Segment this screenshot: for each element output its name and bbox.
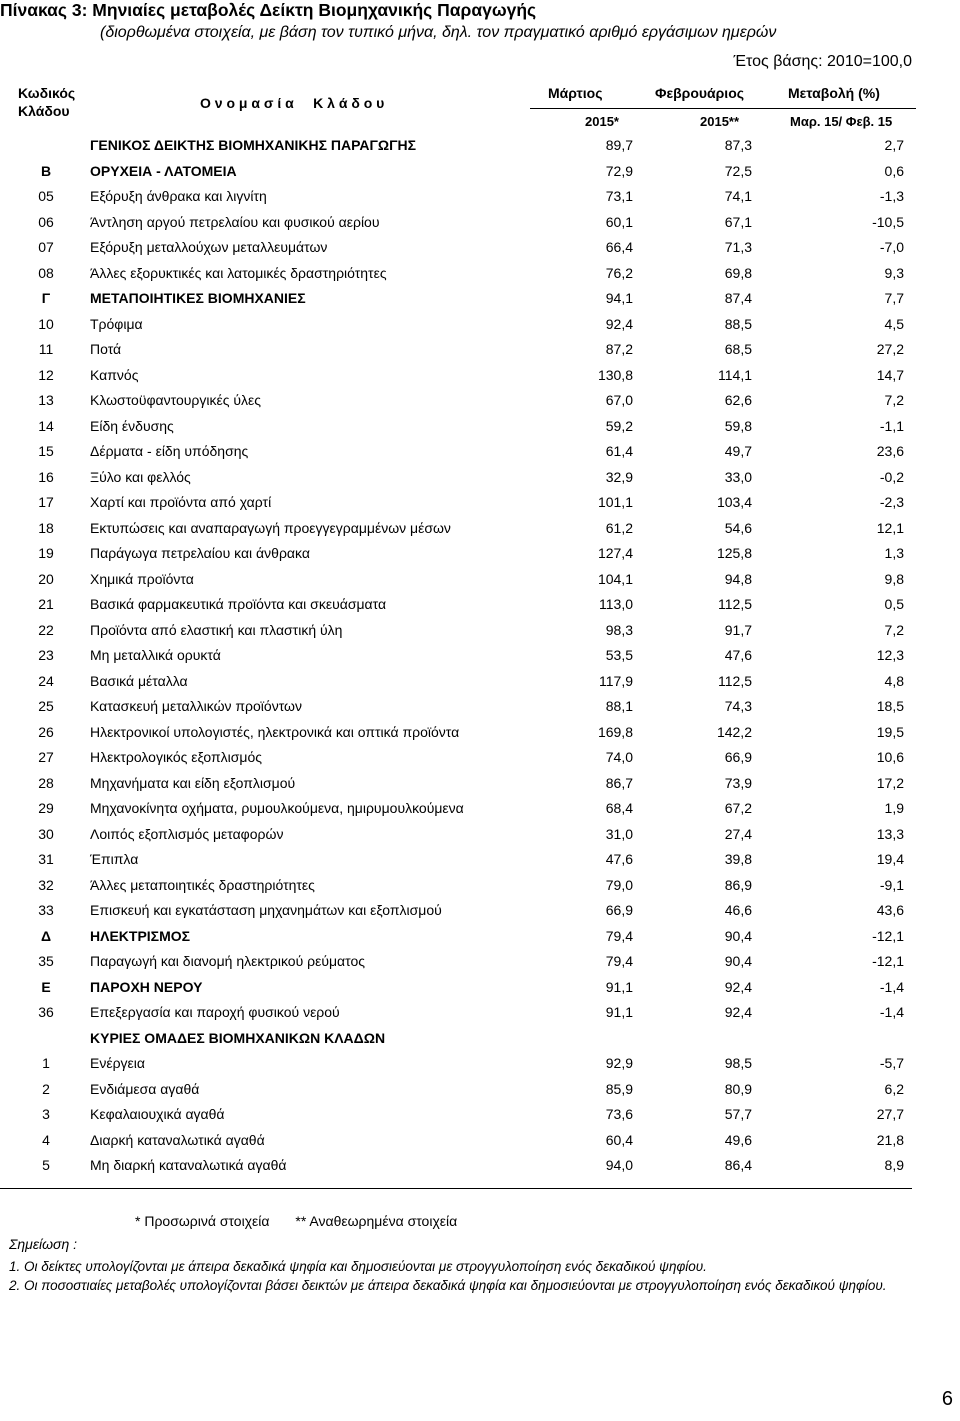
- row-name: Προϊόντα από ελαστική και πλαστική ύλη: [90, 621, 343, 638]
- row-code: 4: [42, 1131, 50, 1148]
- table-row: [0, 617, 960, 643]
- row-name: Εξόρυξη άνθρακα και λιγνίτη: [90, 188, 267, 204]
- row-value-march: 91,1: [605, 1004, 633, 1020]
- row-code: 08: [38, 264, 54, 281]
- row-name: Ενδιάμεσα αγαθά: [90, 1080, 200, 1097]
- header-code-line1: Κωδικός: [18, 85, 76, 101]
- row-value-feb: 68,5: [724, 341, 752, 357]
- row-value-march: 76,2: [605, 264, 633, 281]
- row-code: 13: [38, 392, 54, 408]
- row-name: Έπιπλα: [90, 851, 139, 867]
- row-value-march: 101,1: [597, 494, 633, 510]
- row-code: 18: [38, 519, 54, 536]
- row-code: 3: [42, 1106, 50, 1122]
- header-change-sub: Μαρ. 15/ Φεβ. 15: [790, 114, 893, 129]
- row-code: 29: [38, 800, 54, 816]
- row-code: 2: [42, 1080, 50, 1097]
- row-value-feb: 91,7: [724, 621, 752, 638]
- row-code: 06: [38, 213, 54, 230]
- row-value-change: 1,9: [884, 800, 904, 816]
- table-row: [0, 1025, 960, 1051]
- row-value-change: -9,1: [879, 876, 904, 893]
- row-value-march: 32,9: [605, 468, 633, 485]
- table-row: [0, 923, 960, 949]
- row-name: Άλλες εξορυκτικές και λατομικές δραστηριότητες: [90, 264, 387, 281]
- table-row: [0, 489, 960, 515]
- row-value-feb: 72,5: [724, 162, 752, 179]
- row-code: 23: [38, 647, 54, 663]
- row-value-change: 9,3: [884, 264, 904, 281]
- row-value-feb: 67,1: [724, 213, 752, 230]
- row-value-feb: 49,7: [724, 443, 752, 459]
- header-feb: Φεβρουάριος: [655, 85, 745, 101]
- row-value-change: -2,3: [879, 494, 904, 510]
- row-name: Κεφαλαιουχικά αγαθά: [90, 1106, 225, 1122]
- row-value-march: 91,1: [605, 978, 633, 995]
- row-code: 14: [38, 417, 54, 434]
- table-row: [0, 770, 960, 796]
- row-value-march: 59,2: [605, 417, 633, 434]
- table-row: [0, 1076, 960, 1102]
- row-value-feb: 62,6: [724, 392, 752, 408]
- row-value-march: 47,6: [605, 851, 633, 867]
- row-code: 27: [38, 749, 54, 765]
- row-value-change: 2,7: [884, 137, 904, 153]
- row-value-march: 130,8: [597, 366, 633, 383]
- row-value-march: 127,4: [597, 545, 633, 561]
- row-value-change: -1,4: [879, 1004, 904, 1020]
- table-row: [0, 1050, 960, 1076]
- row-name: Επεξεργασία και παροχή φυσικού νερού: [90, 1004, 340, 1020]
- row-value-march: 61,4: [605, 443, 633, 459]
- row-value-feb: 88,5: [724, 315, 752, 332]
- row-value-change: 14,7: [876, 366, 904, 383]
- row-code: 25: [38, 698, 54, 714]
- header-change: Μεταβολή (%): [788, 85, 880, 101]
- row-value-feb: 98,5: [724, 1055, 752, 1071]
- row-name: Μηχανοκίνητα οχήματα, ρυμουλκούμενα, ημιρυμουλκούμενα: [90, 800, 464, 816]
- base-year: Έτος βάσης: 2010=100,0: [733, 53, 912, 70]
- table-title: Πίνακας 3: Μηνιαίες μεταβολές Δείκτη Βιομηχανικής Παραγωγής: [0, 0, 537, 20]
- row-name: Ενέργεια: [90, 1055, 145, 1071]
- row-value-change: 4,8: [884, 672, 904, 689]
- row-value-feb: 47,6: [724, 647, 752, 663]
- row-value-change: -7,0: [879, 239, 904, 255]
- row-value-march: 94,1: [605, 290, 633, 306]
- footnote-line: [135, 1213, 479, 1229]
- row-value-march: 88,1: [605, 698, 633, 714]
- row-code: 33: [38, 902, 54, 918]
- row-value-change: 27,7: [876, 1106, 904, 1122]
- row-value-feb: 92,4: [724, 1004, 752, 1020]
- row-name: Ηλεκτρολογικός εξοπλισμός: [90, 749, 263, 765]
- table-row: [0, 642, 960, 668]
- header-rule-feb: [652, 108, 772, 109]
- header-name: Ο ν ο μ α σ ί α Κ λ ά δ ο υ: [200, 95, 385, 111]
- table-row: [0, 872, 960, 898]
- row-name: Τρόφιμα: [90, 315, 143, 332]
- row-value-feb: 67,2: [724, 800, 752, 816]
- row-code: 32: [38, 876, 54, 893]
- header-feb-year: 2015**: [700, 114, 740, 129]
- row-value-change: 8,9: [884, 1157, 904, 1173]
- row-name: Επισκευή και εγκατάσταση μηχανημάτων και εξοπλισμού: [90, 902, 442, 918]
- row-code: 07: [38, 239, 54, 255]
- row-value-change: -10,5: [872, 213, 904, 230]
- table-row: [0, 897, 960, 923]
- row-value-change: 43,6: [876, 902, 904, 918]
- row-value-change: 21,8: [876, 1131, 904, 1148]
- row-value-feb: 74,1: [724, 188, 752, 204]
- row-name: Ποτά: [90, 341, 122, 357]
- row-value-feb: 71,3: [724, 239, 752, 255]
- row-name: Μηχανήματα και είδη εξοπλισμού: [90, 774, 296, 791]
- row-code: 30: [38, 825, 54, 842]
- table-row: [0, 438, 960, 464]
- row-value-change: 10,6: [876, 749, 904, 765]
- row-value-change: -5,7: [879, 1055, 904, 1071]
- row-value-feb: 103,4: [716, 494, 752, 510]
- row-code: 10: [38, 315, 54, 332]
- table-body: [0, 132, 960, 1178]
- table-row: [0, 999, 960, 1025]
- table-row: [0, 744, 960, 770]
- row-value-march: 89,7: [605, 137, 633, 153]
- table-row: [0, 311, 960, 337]
- row-value-feb: 59,8: [724, 417, 752, 434]
- row-value-change: 7,2: [884, 621, 904, 638]
- row-value-feb: 49,6: [724, 1131, 752, 1148]
- row-value-feb: 54,6: [724, 519, 752, 536]
- row-value-march: 85,9: [605, 1080, 633, 1097]
- table-row: [0, 693, 960, 719]
- row-value-change: 17,2: [876, 774, 904, 791]
- table-row: [0, 1127, 960, 1153]
- row-code: Γ: [41, 290, 51, 306]
- table-row: [0, 795, 960, 821]
- row-value-march: 94,0: [605, 1157, 633, 1173]
- row-name: Άντληση αργού πετρελαίου και φυσικού αερίου: [90, 213, 380, 230]
- row-name: Εξόρυξη μεταλλούχων μεταλλευμάτων: [90, 239, 328, 255]
- row-value-feb: 125,8: [716, 545, 752, 561]
- row-value-change: 18,5: [876, 698, 904, 714]
- row-value-march: 60,4: [605, 1131, 633, 1148]
- table-bottom-rule: [0, 1188, 912, 1189]
- row-value-change: -12,1: [872, 927, 904, 944]
- row-name: Δέρματα - είδη υπόδησης: [90, 443, 249, 459]
- table-subtitle: (διορθωμένα στοιχεία, με βάση τον τυπικό μήνα, δηλ. τον πραγματικό αριθμό εργάσιμων ημερών: [100, 24, 777, 41]
- header-rule-march: [530, 108, 660, 109]
- row-code: 36: [38, 1004, 54, 1020]
- row-value-feb: 57,7: [724, 1106, 752, 1122]
- row-value-feb: 66,9: [724, 749, 752, 765]
- row-value-feb: 87,3: [724, 137, 752, 153]
- footnote-revised: ** Αναθεωρημένα στοιχεία: [295, 1213, 458, 1229]
- row-value-march: 73,6: [605, 1106, 633, 1122]
- row-value-feb: 90,4: [724, 927, 752, 944]
- table-row: [0, 668, 960, 694]
- row-value-feb: 112,5: [718, 672, 752, 689]
- row-value-march: 92,4: [605, 315, 633, 332]
- table-row: [0, 948, 960, 974]
- row-code: Ε: [41, 978, 51, 995]
- row-value-change: 27,2: [876, 341, 904, 357]
- row-name: Κλωστοϋφαντουργικές ύλες: [90, 392, 262, 408]
- note-2: 2. Οι ποσοστιαίες μεταβολές υπολογίζονται βάσει δεικτών με άπειρα δεκαδικά ψηφία και δημοσιεύονται με στρογγυλοποίηση ενός δεκαδικού ψηφίου.: [9, 1278, 887, 1293]
- row-code: 19: [38, 545, 54, 561]
- row-value-feb: 27,4: [724, 825, 752, 842]
- row-name: Βασικά μέταλλα: [90, 672, 188, 689]
- row-value-feb: 142,2: [716, 723, 752, 740]
- row-value-feb: 73,9: [724, 774, 752, 791]
- row-name: Παραγωγή και διανομή ηλεκτρικού ρεύματος: [90, 953, 365, 969]
- row-value-change: -1,3: [879, 188, 904, 204]
- row-value-change: 6,2: [884, 1080, 904, 1097]
- table-row: [0, 234, 960, 260]
- row-value-march: 68,4: [605, 800, 633, 816]
- table-row: [0, 821, 960, 847]
- row-value-change: 1,3: [884, 545, 904, 561]
- row-name: Λοιπός εξοπλισμός μεταφορών: [90, 825, 284, 842]
- row-value-feb: 86,4: [724, 1157, 752, 1173]
- row-value-change: 19,5: [876, 723, 904, 740]
- row-name: ΜΕΤΑΠΟΙΗΤΙΚΕΣ ΒΙΟΜΗΧΑΝΙΕΣ: [90, 290, 306, 306]
- row-code: 20: [38, 570, 54, 587]
- row-value-change: -12,1: [872, 953, 904, 969]
- row-value-march: 74,0: [605, 749, 633, 765]
- row-value-change: 0,6: [884, 162, 904, 179]
- row-value-feb: 33,0: [724, 468, 752, 485]
- table-row: [0, 974, 960, 1000]
- row-value-feb: 80,9: [724, 1080, 752, 1097]
- row-name: Χημικά προϊόντα: [90, 570, 194, 587]
- row-value-feb: 86,9: [724, 876, 752, 893]
- table-row: [0, 566, 960, 592]
- row-name: Κατασκευή μεταλλικών προϊόντων: [90, 698, 302, 714]
- table-row: [0, 387, 960, 413]
- row-code: 26: [38, 723, 54, 740]
- row-code: 22: [38, 621, 54, 638]
- row-value-change: 9,8: [884, 570, 904, 587]
- row-value-march: 117,9: [599, 672, 633, 689]
- row-value-change: 0,5: [884, 596, 904, 612]
- table-row: [0, 183, 960, 209]
- header-march-year: 2015*: [585, 114, 619, 129]
- table-row: [0, 158, 960, 184]
- row-value-change: 7,7: [884, 290, 904, 306]
- notes-label: Σημείωση :: [9, 1236, 77, 1252]
- row-value-feb: 92,4: [724, 978, 752, 995]
- row-value-march: 60,1: [605, 213, 633, 230]
- row-value-feb: 39,8: [724, 851, 752, 867]
- row-value-feb: 46,6: [724, 902, 752, 918]
- row-code: 28: [38, 774, 54, 791]
- row-code: 1: [42, 1055, 50, 1071]
- row-code: 16: [38, 468, 54, 485]
- row-name: Μη μεταλλικά ορυκτά: [90, 647, 221, 663]
- table-row: [0, 1101, 960, 1127]
- row-value-march: 31,0: [605, 825, 633, 842]
- row-value-march: 79,4: [605, 953, 633, 969]
- row-code: 5: [42, 1157, 50, 1173]
- row-code: 31: [38, 851, 54, 867]
- row-value-march: 104,1: [597, 570, 633, 587]
- row-value-march: 66,9: [605, 902, 633, 918]
- table-row: [0, 846, 960, 872]
- row-value-change: 4,5: [884, 315, 904, 332]
- row-value-march: 73,1: [605, 188, 633, 204]
- row-name: ΠΑΡΟΧΗ ΝΕΡΟΥ: [90, 978, 203, 995]
- row-code: Β: [40, 162, 52, 179]
- row-name: Βασικά φαρμακευτικά προϊόντα και σκευάσματα: [90, 596, 387, 612]
- row-name: ΓΕΝΙΚΟΣ ΔΕΙΚΤΗΣ ΒΙΟΜΗΧΑΝΙΚΗΣ ΠΑΡΑΓΩΓΗΣ: [90, 137, 417, 153]
- row-value-feb: 112,5: [718, 596, 752, 612]
- row-name: ΚΥΡΙΕΣ ΟΜΑΔΕΣ ΒΙΟΜΗΧΑΝΙΚΩΝ ΚΛΑΔΩΝ: [90, 1029, 386, 1046]
- row-code: Δ: [40, 927, 52, 944]
- row-code: 05: [38, 188, 54, 204]
- header-code-line2: Κλάδου: [18, 103, 70, 119]
- row-code: 24: [38, 672, 54, 689]
- footnote-provisional: * Προσωρινά στοιχεία: [135, 1213, 270, 1229]
- table-row: [0, 540, 960, 566]
- row-value-march: 169,8: [597, 723, 633, 740]
- row-value-feb: 87,4: [724, 290, 752, 306]
- row-value-march: 72,9: [605, 162, 633, 179]
- row-value-change: 13,3: [876, 825, 904, 842]
- row-value-change: -1,4: [879, 978, 904, 995]
- row-name: Παράγωγα πετρελαίου και άνθρακα: [90, 545, 310, 561]
- row-value-change: 12,3: [876, 647, 904, 663]
- row-value-change: -0,2: [879, 468, 904, 485]
- row-value-change: 12,1: [876, 519, 904, 536]
- table-row: [0, 413, 960, 439]
- row-name: Ξύλο και φελλός: [90, 468, 191, 485]
- row-code: 11: [38, 341, 54, 357]
- row-name: Είδη ένδυσης: [90, 417, 174, 434]
- row-name: Μη διαρκή καταναλωτικά αγαθά: [90, 1157, 287, 1173]
- row-name: Διαρκή καταναλωτικά αγαθά: [90, 1131, 265, 1148]
- row-value-march: 79,0: [605, 876, 633, 893]
- table-row: [0, 132, 960, 158]
- table-row: [0, 209, 960, 235]
- row-name: Χαρτί και προϊόντα από χαρτί: [90, 494, 272, 510]
- row-value-march: 87,2: [605, 341, 633, 357]
- row-value-march: 53,5: [605, 647, 633, 663]
- table-row: [0, 1152, 960, 1178]
- header-rule-change: [766, 108, 916, 109]
- page-number: 6: [941, 1388, 953, 1410]
- table-row: [0, 260, 960, 286]
- row-value-march: 92,9: [605, 1055, 633, 1071]
- row-value-feb: 114,1: [718, 366, 752, 383]
- row-value-feb: 69,8: [724, 264, 752, 281]
- note-1: 1. Οι δείκτες υπολογίζονται με άπειρα δεκαδικά ψηφία και δημοσιεύονται με στρογγυλοποίηση ενός δεκαδικού ψηφίου.: [9, 1259, 707, 1274]
- row-value-march: 79,4: [605, 927, 633, 944]
- row-value-march: 86,7: [605, 774, 633, 791]
- row-value-change: -1,1: [879, 417, 904, 434]
- row-name: ΗΛΕΚΤΡΙΣΜΟΣ: [90, 927, 191, 944]
- row-name: Εκτυπώσεις και αναπαραγωγή προεγγεγραμμένων μέσων: [90, 519, 451, 536]
- row-code: 21: [38, 596, 54, 612]
- row-code: 15: [38, 443, 54, 459]
- row-value-feb: 74,3: [724, 698, 752, 714]
- row-value-change: 19,4: [876, 851, 904, 867]
- row-value-march: 113,0: [599, 596, 633, 612]
- row-name: Ηλεκτρονικοί υπολογιστές, ηλεκτρονικά και οπτικά προϊόντα: [90, 723, 460, 740]
- table-row: [0, 591, 960, 617]
- row-value-feb: 90,4: [724, 953, 752, 969]
- table-row: [0, 285, 960, 311]
- table-row: [0, 362, 960, 388]
- row-value-march: 61,2: [605, 519, 633, 536]
- row-code: 17: [38, 494, 54, 510]
- row-code: 12: [38, 366, 54, 383]
- row-value-change: 7,2: [884, 392, 904, 408]
- row-value-feb: 94,8: [724, 570, 752, 587]
- table-row: [0, 719, 960, 745]
- row-value-march: 66,4: [605, 239, 633, 255]
- row-name: Άλλες μεταποιητικές δραστηριότητες: [90, 876, 315, 893]
- header-march: Μάρτιος: [548, 85, 603, 101]
- row-name: Καπνός: [90, 366, 139, 383]
- row-name: ΟΡΥΧΕΙΑ - ΛΑΤΟΜΕΙΑ: [90, 162, 237, 179]
- row-value-march: 98,3: [605, 621, 633, 638]
- table-row: [0, 464, 960, 490]
- table-row: [0, 515, 960, 541]
- row-value-change: 23,6: [876, 443, 904, 459]
- table-row: [0, 336, 960, 362]
- row-code: 35: [38, 953, 54, 969]
- row-value-march: 67,0: [605, 392, 633, 408]
